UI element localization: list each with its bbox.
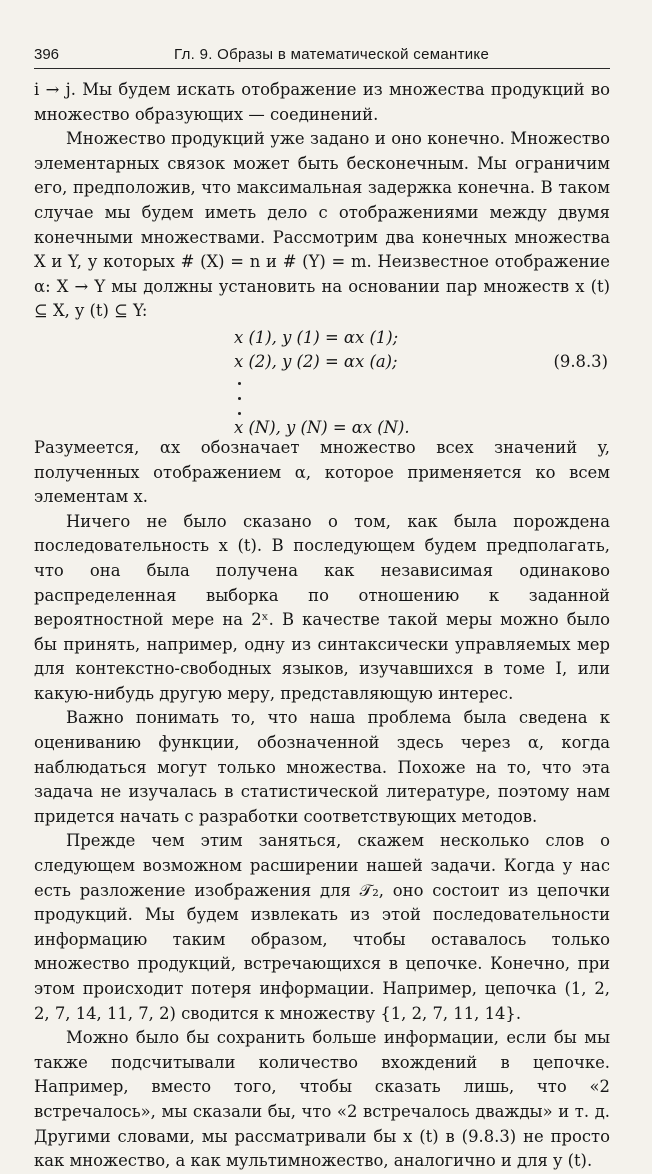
paragraph: Множество продукций уже задано и оно конечно. Множество элементарных связок может быть бесконечным. Мы ограничим его, предположив, что максимальная задержка конечна. В таком случае мы будем иметь дело с отображениями между двумя конечными множествами. Рассмотрим два конечных множества X и Y, у которых # (X) = n и # (Y) = m. Неизвестное отображение α: X → Y мы должны установить на основании пар множеств x (t) ⊆ X, y (t) ⊆ Y:	[34, 129, 610, 321]
chapter-title: Гл. 9. Образы в математической семантике	[174, 46, 490, 63]
paragraph: Ничего не было сказано о том, как была порождена последовательность x (t). В последующем будем предполагать, что она была получена как независимая одинаково распределенная выборка по отношению к заданной вероятностной мере на 2ˣ. В качестве такой меры можно было бы принять, например, одну из синтаксически управляемых мер для контекстно-свободных языков, изучавшихся в томе I, или какую-нибудь другую меру, представляющую интерес.	[34, 511, 610, 703]
paragraph: Прежде чем этим заняться, скажем несколько слов о следующем возможном расширении нашей задачи. Когда у нас есть разложение изображения для 𝒯₂, оно состоит из цепочки продукций. Мы будем извлекать из этой последовательности информацию таким образом, чтобы оставалось только множество продукций, встречающихся в цепочке. Конечно, при этом происходит потеря информации. Например, цепочка (1, 2, 2, 7, 14, 11, 7, 2) сводится к множеству {1, 2, 7, 11, 14}.	[34, 831, 610, 1023]
paragraph: Можно было бы сохранить больше информации, если бы мы также подсчитывали количество вхождений в цепочке. Например, вместо того, чтобы сказать лишь, что «2 встречалось», мы сказали бы, что «2 встречалось дважды» и т. д. Другими словами, мы рассматривали бы x (t) в (9.8.3) не просто как множество, а как мультимножество, аналогично и для y (t).	[34, 1028, 610, 1171]
paragraph: i → j. Мы будем искать отображение из множества продукций во множество образующих — соединений.	[34, 80, 610, 124]
paragraph: Разумеется, αx обозначает множество всех значений y, полученных отображением α, которое применяется ко всем элементам x.	[34, 437, 610, 507]
ellipsis-dot	[238, 382, 241, 385]
ellipsis-dot	[238, 412, 241, 415]
equation-line: x (2), y (2) = αx (a);	[234, 351, 398, 371]
equation-line: x (N), y (N) = αx (N).	[234, 417, 410, 437]
page-number: 396	[34, 46, 60, 63]
equation-line: x (1), y (1) = αx (1);	[234, 327, 399, 347]
equation-number: (9.8.3)	[553, 351, 608, 371]
running-header	[34, 42, 610, 69]
ellipsis-dot	[238, 397, 241, 400]
equation-block	[34, 324, 610, 436]
body-text	[34, 78, 610, 1174]
paragraph: Важно понимать то, что наша проблема была сведена к оцениванию функции, обозначенной здесь через α, когда наблюдаться могут только множества. Похоже на то, что эта задача не изучалась в статистической литературе, поэтому нам придется начать с разработки соответствующих методов.	[34, 708, 610, 826]
